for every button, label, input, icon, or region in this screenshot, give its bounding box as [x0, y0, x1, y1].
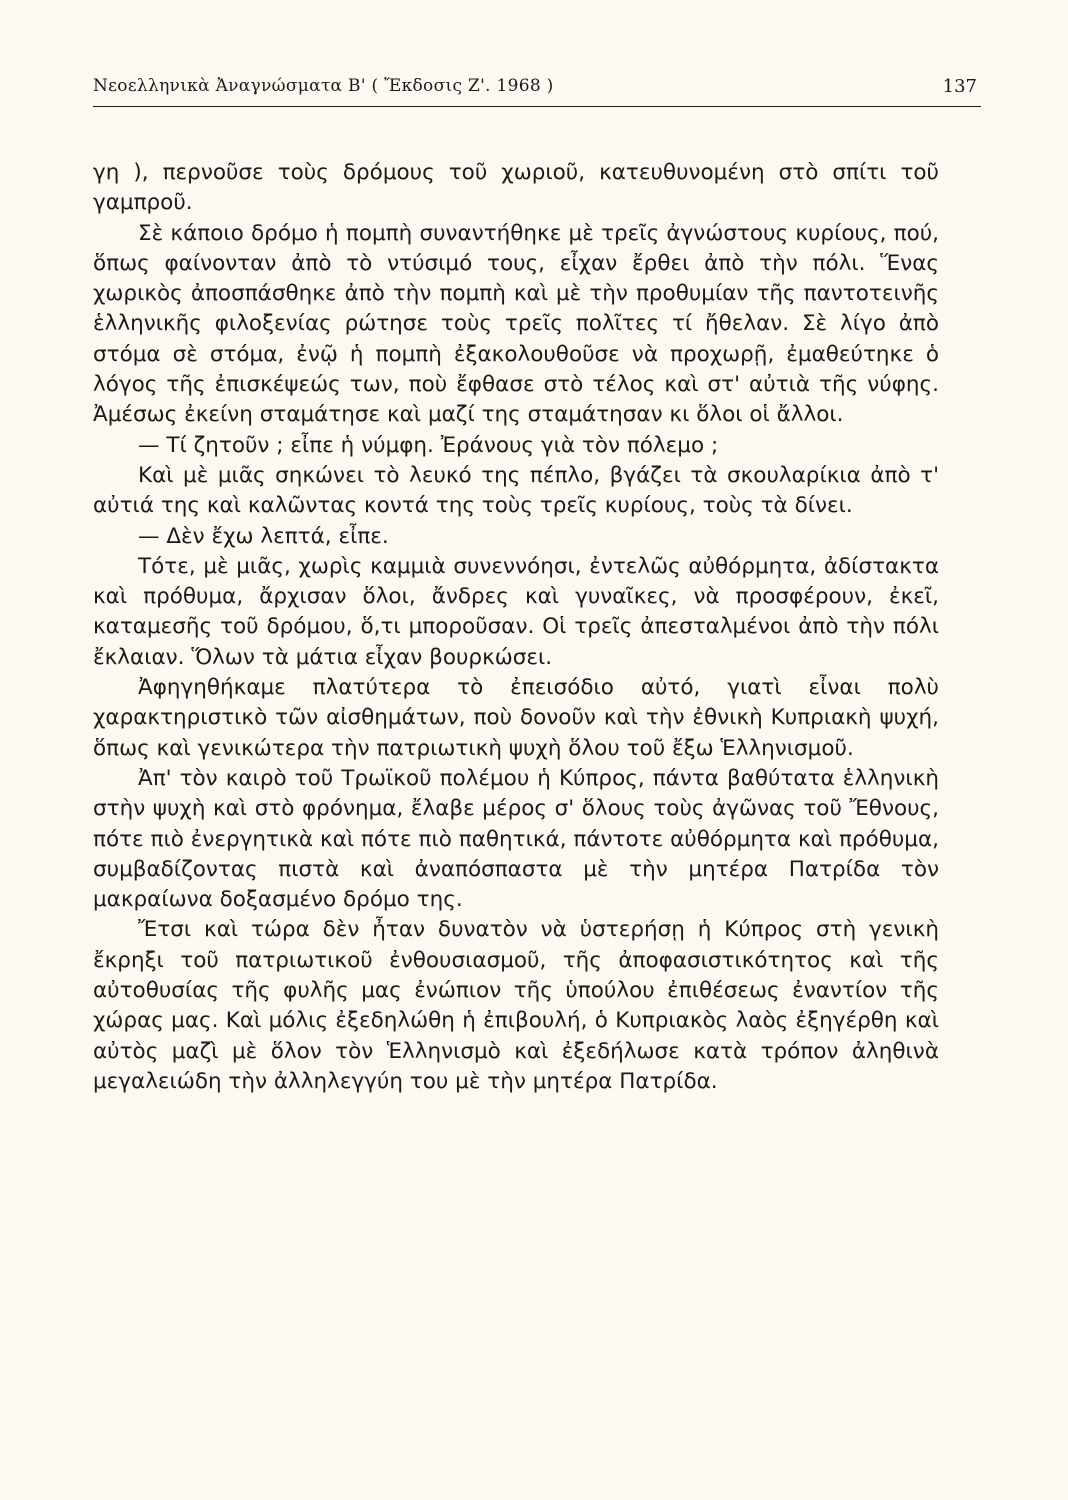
paragraph: Τότε, μὲ μιᾶς, χωρὶς καμμιὰ συνεννόησι, ἐντελῶς αὐθόρμητα, ἀδίστακτα καὶ πρόθυμα, ἄρχισαν ὅλοι, ἄνδρες καὶ γυναῖκες, νὰ προσφέρουν, ἐκεῖ, καταμεσῆς τοῦ δρόμου, ὅ,τι μποροῦσαν. Οἱ τρεῖς ἀπεσταλμένοι ἀπὸ τὴν πόλι ἔκλαιαν. Ὅλων τὰ μάτια εἶχαν βουρκώσει. — [93, 553, 939, 670]
paragraph: Σὲ κάποιο δρόμο ἡ πομπὴ συναντήθηκε μὲ τρεῖς ἀγνώστους κυρίους, πού, ὅπως φαίνονταν ἀπὸ τὸ ντύσιμό τους, εἶχαν ἔρθει ἀπὸ τὴν πόλι. Ἕνας χωρικὸς ἀποσπάσθηκε ἀπὸ τὴν πομπὴ καὶ μὲ τὴν προθυμίαν τῆς παντοτεινῆς ἑλληνικῆς φιλοξενίας ρώτησε τοὺς τρεῖς πολῖτες τί ἤθελαν. Σὲ λίγο ἀπὸ στόμα σὲ στόμα, ἐνῷ ἡ πομπὴ ἐξακολουθοῦσε νὰ προχωρῇ, ἐμαθεύτηκε ὁ λόγος τῆς ἐπισκέψεώς των, ποὺ ἔφθασε στὸ τέλος καὶ στ' αὐτιὰ τῆς νύφης. Ἀμέσως ἐκείνη σταμάτησε καὶ μαζί της σταμάτησαν κι ὅλοι οἱ ἄλλοι. — [93, 220, 939, 428]
page-number: 137 — [942, 76, 977, 97]
running-header — [93, 76, 981, 116]
dialogue-line: — Τί ζητοῦν ; εἶπε ἡ νύμφη. Ἐράνους γιὰ τὸν πόλεμο ; — [138, 432, 719, 458]
paragraph: Ἀπ' τὸν καιρὸ τοῦ Τρωϊκοῦ πολέμου ἡ Κύπρος, πάντα βαθύτατα ἑλληνικὴ στὴν ψυχὴ καὶ στὸ φρόνημα, ἔλαβε μέρος σ' ὅλους τοὺς ἀγῶνας τοῦ Ἔθνους, πότε πιὸ ἐνεργητικὰ καὶ πότε πιὸ παθητικά, πάντοτε αὐθόρμητα καὶ πρόθυμα, συμβαδίζοντας πιστὰ καὶ ἀναπόσπαστα μὲ τὴν μητέρα Πατρίδα τὸν μακραίωνα δοξασμένο δρόμο της. — [93, 765, 939, 913]
paragraph: Καὶ μὲ μιᾶς σηκώνει τὸ λευκό της πέπλο, βγάζει τὰ σκουλαρίκια ἀπὸ τ' αὐτιά της καὶ καλῶντας κοντά της τοὺς τρεῖς κυρίους, τοὺς τὰ δίνει. — [93, 462, 939, 519]
header-title: Νεοελληνικὰ Ἀναγνώσματα Β' ( Ἔκδοσις Ζ'. 1968 ) — [93, 76, 554, 96]
body-text — [93, 158, 939, 1097]
dialogue-line: — Δὲν ἔχω λεπτά, εἶπε. — [138, 523, 389, 549]
paragraph: Ἀφηγηθήκαμε πλατύτερα τὸ ἐπεισόδιο αὐτό, γιατὶ εἶναι πολὺ χαρακτηριστικὸ τῶν αἰσθημάτων, ποὺ δονοῦν καὶ τὴν ἐθνικὴ Κυπριακὴ ψυχή, ὅπως καὶ γενικώτερα τὴν πατριωτικὴ ψυχὴ ὅλου τοῦ ἔξω Ἑλληνισμοῦ. — [93, 675, 939, 761]
paragraph: Ἔτσι καὶ τώρα δὲν ἦταν δυνατὸν νὰ ὑστερήσῃ ἡ Κύπρος στὴ γενικὴ ἔκρηξι τοῦ πατριωτικοῦ ἐνθουσιασμοῦ, τῆς ἀποφασιστικότητος καὶ τῆς αὐτοθυσίας τῆς φυλῆς μας ἐνώπιον τῆς ὑπούλου ἐπιθέσεως ἐναντίον τῆς χώρας μας. Καὶ μόλις ἐξεδηλώθη ἡ ἐπιβουλή, ὁ Κυπριακὸς λαὸς ἐξηγέρθη καὶ αὐτὸς μαζὶ μὲ ὅλον τὸν Ἑλληνισμὸ καὶ ἐξεδήλωσε κατὰ τρόπον ἀληθινὰ μεγαλειώδη τὴν ἀλληλεγγύη του μὲ τὴν μητέρα Πατρίδα. — [93, 917, 939, 1094]
paragraph: γη ), περνοῦσε τοὺς δρόμους τοῦ χωριοῦ, κατευθυνομένη στὸ σπίτι τοῦ γαμπροῦ. — [93, 160, 939, 216]
header-rule — [93, 106, 981, 107]
